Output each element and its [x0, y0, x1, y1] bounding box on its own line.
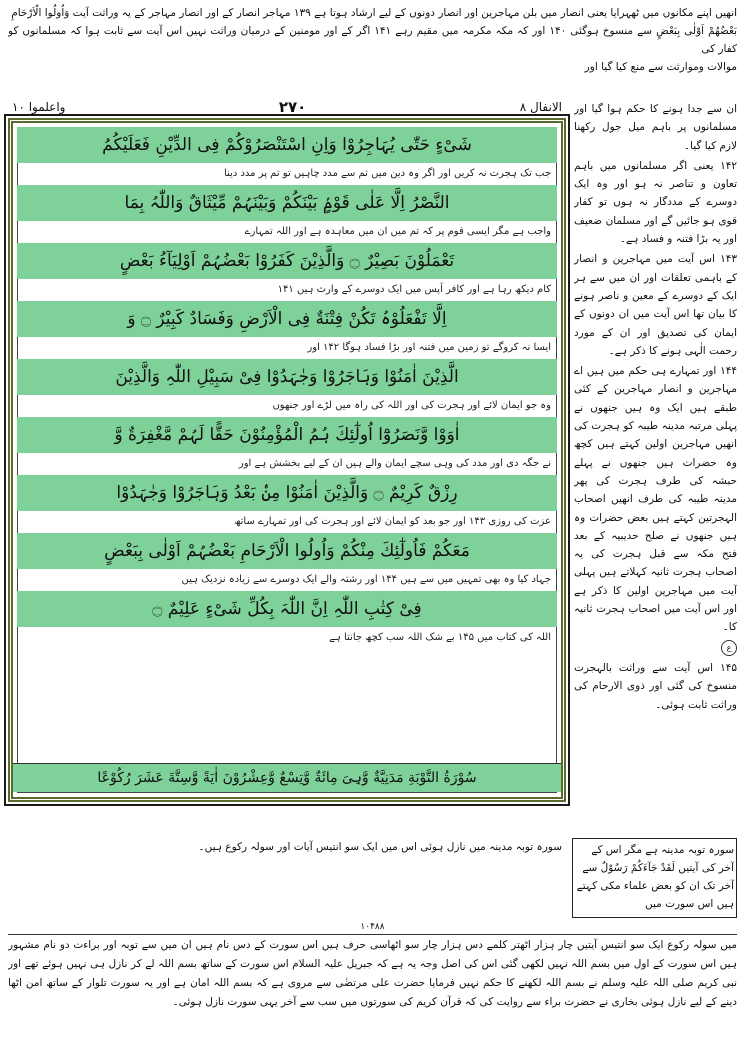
- side-note: ۱۴۲ یعنی اگر مسلمانوں میں باہم تعاون و تناصر نہ ہو اور وہ ایک دوسرے کے مددگار نہ ہوں تو کفار قوی ہو جائیں گے اور مسلمان ضعیف اور یہ بڑا فتنہ و فساد ہے۔: [574, 159, 737, 246]
- translation-line: واجب ہے مگر ایسی قوم پر کہ تم میں ان میں معاہدہ ہے اور اللہ تمہارے: [244, 226, 551, 237]
- arabic-line: شَیْءٍ حَتّٰی یُہَاجِرُوْا وَاِنِ اسْتَنْصَرُوْكُمْ فِی الدِّیْنِ فَعَلَیْكُمُ: [17, 127, 557, 163]
- arabic-line: الَّذِیْنَ اٰمَنُوْا وَہَاجَرُوْا وَجٰہَدُوْا فِیْ سَبِیْلِ اللّٰہِ وَالَّذِیْنَ: [17, 359, 557, 395]
- top-commentary: [8, 4, 737, 96]
- surah-name: الانفال ۸: [519, 100, 562, 114]
- arabic-line: رِزْقٌ كَرِیْمٌ ۝ وَالَّذِیْنَ اٰمَنُوْا مِنْۢ بَعْدُ وَہَاجَرُوْا وَجٰہَدُوْا: [17, 475, 557, 511]
- translation-line: ایسا نہ کروگے تو زمین میں فتنہ اور بڑا فساد ہوگا ۱۴۲ اور: [307, 342, 551, 353]
- intro-commentary-box: سورہ توبہ مدینہ ہے مگر اس کے آخر کی آیتیں لَقَدْ جَآءَكُمْ رَسُوْلٌ سے آخر تک ان کو بعض علماء مکی کہتے ہیں اس سورت میں: [572, 838, 737, 918]
- para-name: واعلموا ۱۰: [12, 100, 66, 114]
- surah-intro: سورہ توبہ مدینہ میں نازل ہوئی اس میں ایک سو انتیس آیات اور سولہ رکوع ہیں۔: [198, 841, 562, 853]
- page-number: ۲۷۰: [278, 98, 307, 116]
- footnote-count: ۱۰۴۸۸: [360, 922, 385, 932]
- arabic-line: اِلَّا تَفْعَلُوْہُ تَكُنْ فِتْنَةٌ فِی الْاَرْضِ وَفَسَادٌ كَبِیْرٌ ۝ وَ: [17, 301, 557, 337]
- arabic-line: مَعَكُمْ فَاُولٰٓئِكَ مِنْكُمْ وَاُولُوا الْاَرْحَامِ بَعْضُہُمْ اَوْلٰی بِبَعْضٍ: [17, 533, 557, 569]
- side-note: ۱۴۵ اس آیت سے وراثت بالہجرت منسوخ کی گئی اور ذوی الارحام کی وراثت ثابت ہوئی۔: [574, 661, 737, 711]
- side-commentary: [574, 100, 737, 800]
- arabic-line: اٰوَوْا وَّنَصَرُوْٓا اُولٰٓئِكَ ہُمُ الْمُؤْمِنُوْنَ حَقًّا لَہُمْ مَّغْفِرَةٌ وَّ: [17, 417, 557, 453]
- translation-line: نے جگہ دی اور مدد کی وہی سچے ایمان والے ہیں ان کے لیے بخشش ہے اور: [238, 458, 551, 469]
- footnotes: میں سولہ رکوع ایک سو انتیس آیتیں چار ہزار اٹھتر کلمے دس ہزار چار سو اٹھاسی حرف ہیں اس سورت کے دس نام ہیں ان میں سے توبہ اور براءت دو نام مشہور ہیں اس سورت کے اول میں بسم اللہ نہیں لکھی گئی اس کی اصل وجہ یہ ہے کہ جبریل علیہ السلام اس سورت کے ساتھ بسم اللہ لے کر نازل ہی نہیں ہوئے تھے اور نبی کریم صلی اللہ علیہ وسلم نے بسم اللہ لکھنے کا حکم نہیں فرمایا حضرت علی مرتضٰی سے مروی ہے کہ بسم اللہ امان ہے اور یہ سورت تلوار کے ساتھ امن اٹھا دینے کے لیے نازل ہوئی بخاری نے حضرت براء سے روایت کی کہ قرآن کریم کی سورتوں میں سب سے آخر یہی سورت نازل ہوئی۔: [8, 939, 737, 1008]
- side-note: ان سے جدا ہونے کا حکم ہوا گیا اور مسلمانوں پر باہم میل جول رکھنا لازم کیا گیا۔: [574, 103, 737, 152]
- translation-line: اللہ کی کتاب میں ۱۴۵ بے شک اللہ سب کچھ جانتا ہے: [329, 632, 551, 643]
- surah-title-band: سُوْرَةُ التَّوْبَةِ مَدَنِیَّةٌ وَّہِیَ مِائَةٌ وَّتِسْعٌ وَّعِشْرُوْنَ اٰیَةً وَّسِتَّةَ عَشَرَ رُكُوْعًا: [13, 763, 561, 792]
- top-note-line: موالات وموارثت سے منع کیا گیا اور: [584, 61, 737, 73]
- translation-line: کام دیکھ رہا ہے اور کافر آپس میں ایک دوسرے کے وارث ہیں ۱۴۱: [277, 284, 551, 295]
- top-note-line: انھیں اپنے مکانوں میں ٹھہرایا یعنی انصار میں بلن مہاجرین اور انصار دونوں کے لیے ارشاد ہوتا ہے ۱۳۹ مہاجر انصار کے اور انصار مہاجر کے یہ وراثت آیت وَاُولُوا الْاَرْحَامِ: [11, 7, 737, 19]
- arabic-line: تَعْمَلُوْنَ بَصِیْرٌ ۝ وَالَّذِیْنَ كَفَرُوْا بَعْضُہُمْ اَوْلِیَآءُ بَعْضٍ: [17, 243, 557, 279]
- translation-line: عزت کی روزی ۱۴۳ اور جو بعد کو ایمان لائے اور ہجرت کی اور تمہارے ساتھ: [234, 516, 551, 527]
- arabic-line: النَّصْرُ اِلَّا عَلٰی قَوْمٍۢ بَیْنَكُمْ وَبَیْنَہُمْ مِّیْثَاقٌ وَاللّٰہُ بِمَا: [17, 185, 557, 221]
- translation-line: جب تک ہجرت نہ کریں اور اگر وہ دین میں تم سے مدد چاہیں تو تم پر مدد دینا: [223, 168, 551, 179]
- translation-line: جہاد کیا وہ بھی تمہیں میں سے ہیں ۱۴۴ اور رشتہ والے ایک دوسرے سے زیادہ نزدیک ہیں: [181, 574, 551, 585]
- top-note-line: بَعْضُھُمْ اَوْلٰی بِبَعْضٍ سے منسوخ ہوگئی ۱۴۰ اور کہ مکہ مکرمہ میں مقیم رہے ۱۴۱ اگر کے اور مومنین کے درمیان وراثت نہیں اس آیت سے ثابت ہوا کہ مسلمانوں کو کفار کی: [8, 25, 737, 55]
- page-header: [8, 98, 566, 116]
- translation-line: وہ جو ایمان لائے اور ہجرت کی اور اللہ کی راہ میں لڑے اور جنھوں: [272, 400, 551, 411]
- bottom-section: [8, 808, 737, 1034]
- side-note: [574, 639, 737, 657]
- side-note: ۱۴۴ اور تمہارے ہی حکم میں ہیں اے مہاجرین و انصار مہاجرین کے کئی طبقے ہیں ایک وہ ہیں جنھوں نے پہلی مرتبہ مدینہ طیبہ کو ہجرت کی انھیں مہاجرین اولین کہتے ہیں کچھ وہ حضرات ہیں جنھوں نے پہلے حبشہ کی طرف ہجرت کی پھر مدینہ طیبہ کی طرف انھیں اصحاب الہجرتین کہتے ہیں بعض حضرات وہ ہیں جنھوں نے صلح حدیبیہ کے بعد فتح مکہ سے قبل ہجرت کی یہ اصحاب ہجرت ثانیہ کہلاتے ہیں پہلی آیت میں مہاجرین اولین کا ذکر ہے اور اس آیت میں اصحاب ہجرت ثانیہ کا۔: [574, 365, 737, 634]
- quran-text-frame: [8, 118, 566, 802]
- arabic-line: فِیْ كِتٰبِ اللّٰہِ اِنَّ اللّٰہَ بِكُلِّ شَیْءٍ عَلِیْمٌ ۝: [17, 591, 557, 627]
- footnote-separator: [8, 934, 737, 935]
- ruku-marker: ع: [721, 640, 737, 656]
- side-note: ۱۴۳ اس آیت میں مہاجرین و انصار کے باہمی تعلقات اور ان میں سے ہر ایک کے دوسرے کے معین و ناصر ہونے کا بیان تھا اس آیت میں ان دونوں کے ایمان کی تصدیق اور ان کے مورد رحمت الٰہی ہونے کا ذکر ہے۔: [574, 253, 737, 357]
